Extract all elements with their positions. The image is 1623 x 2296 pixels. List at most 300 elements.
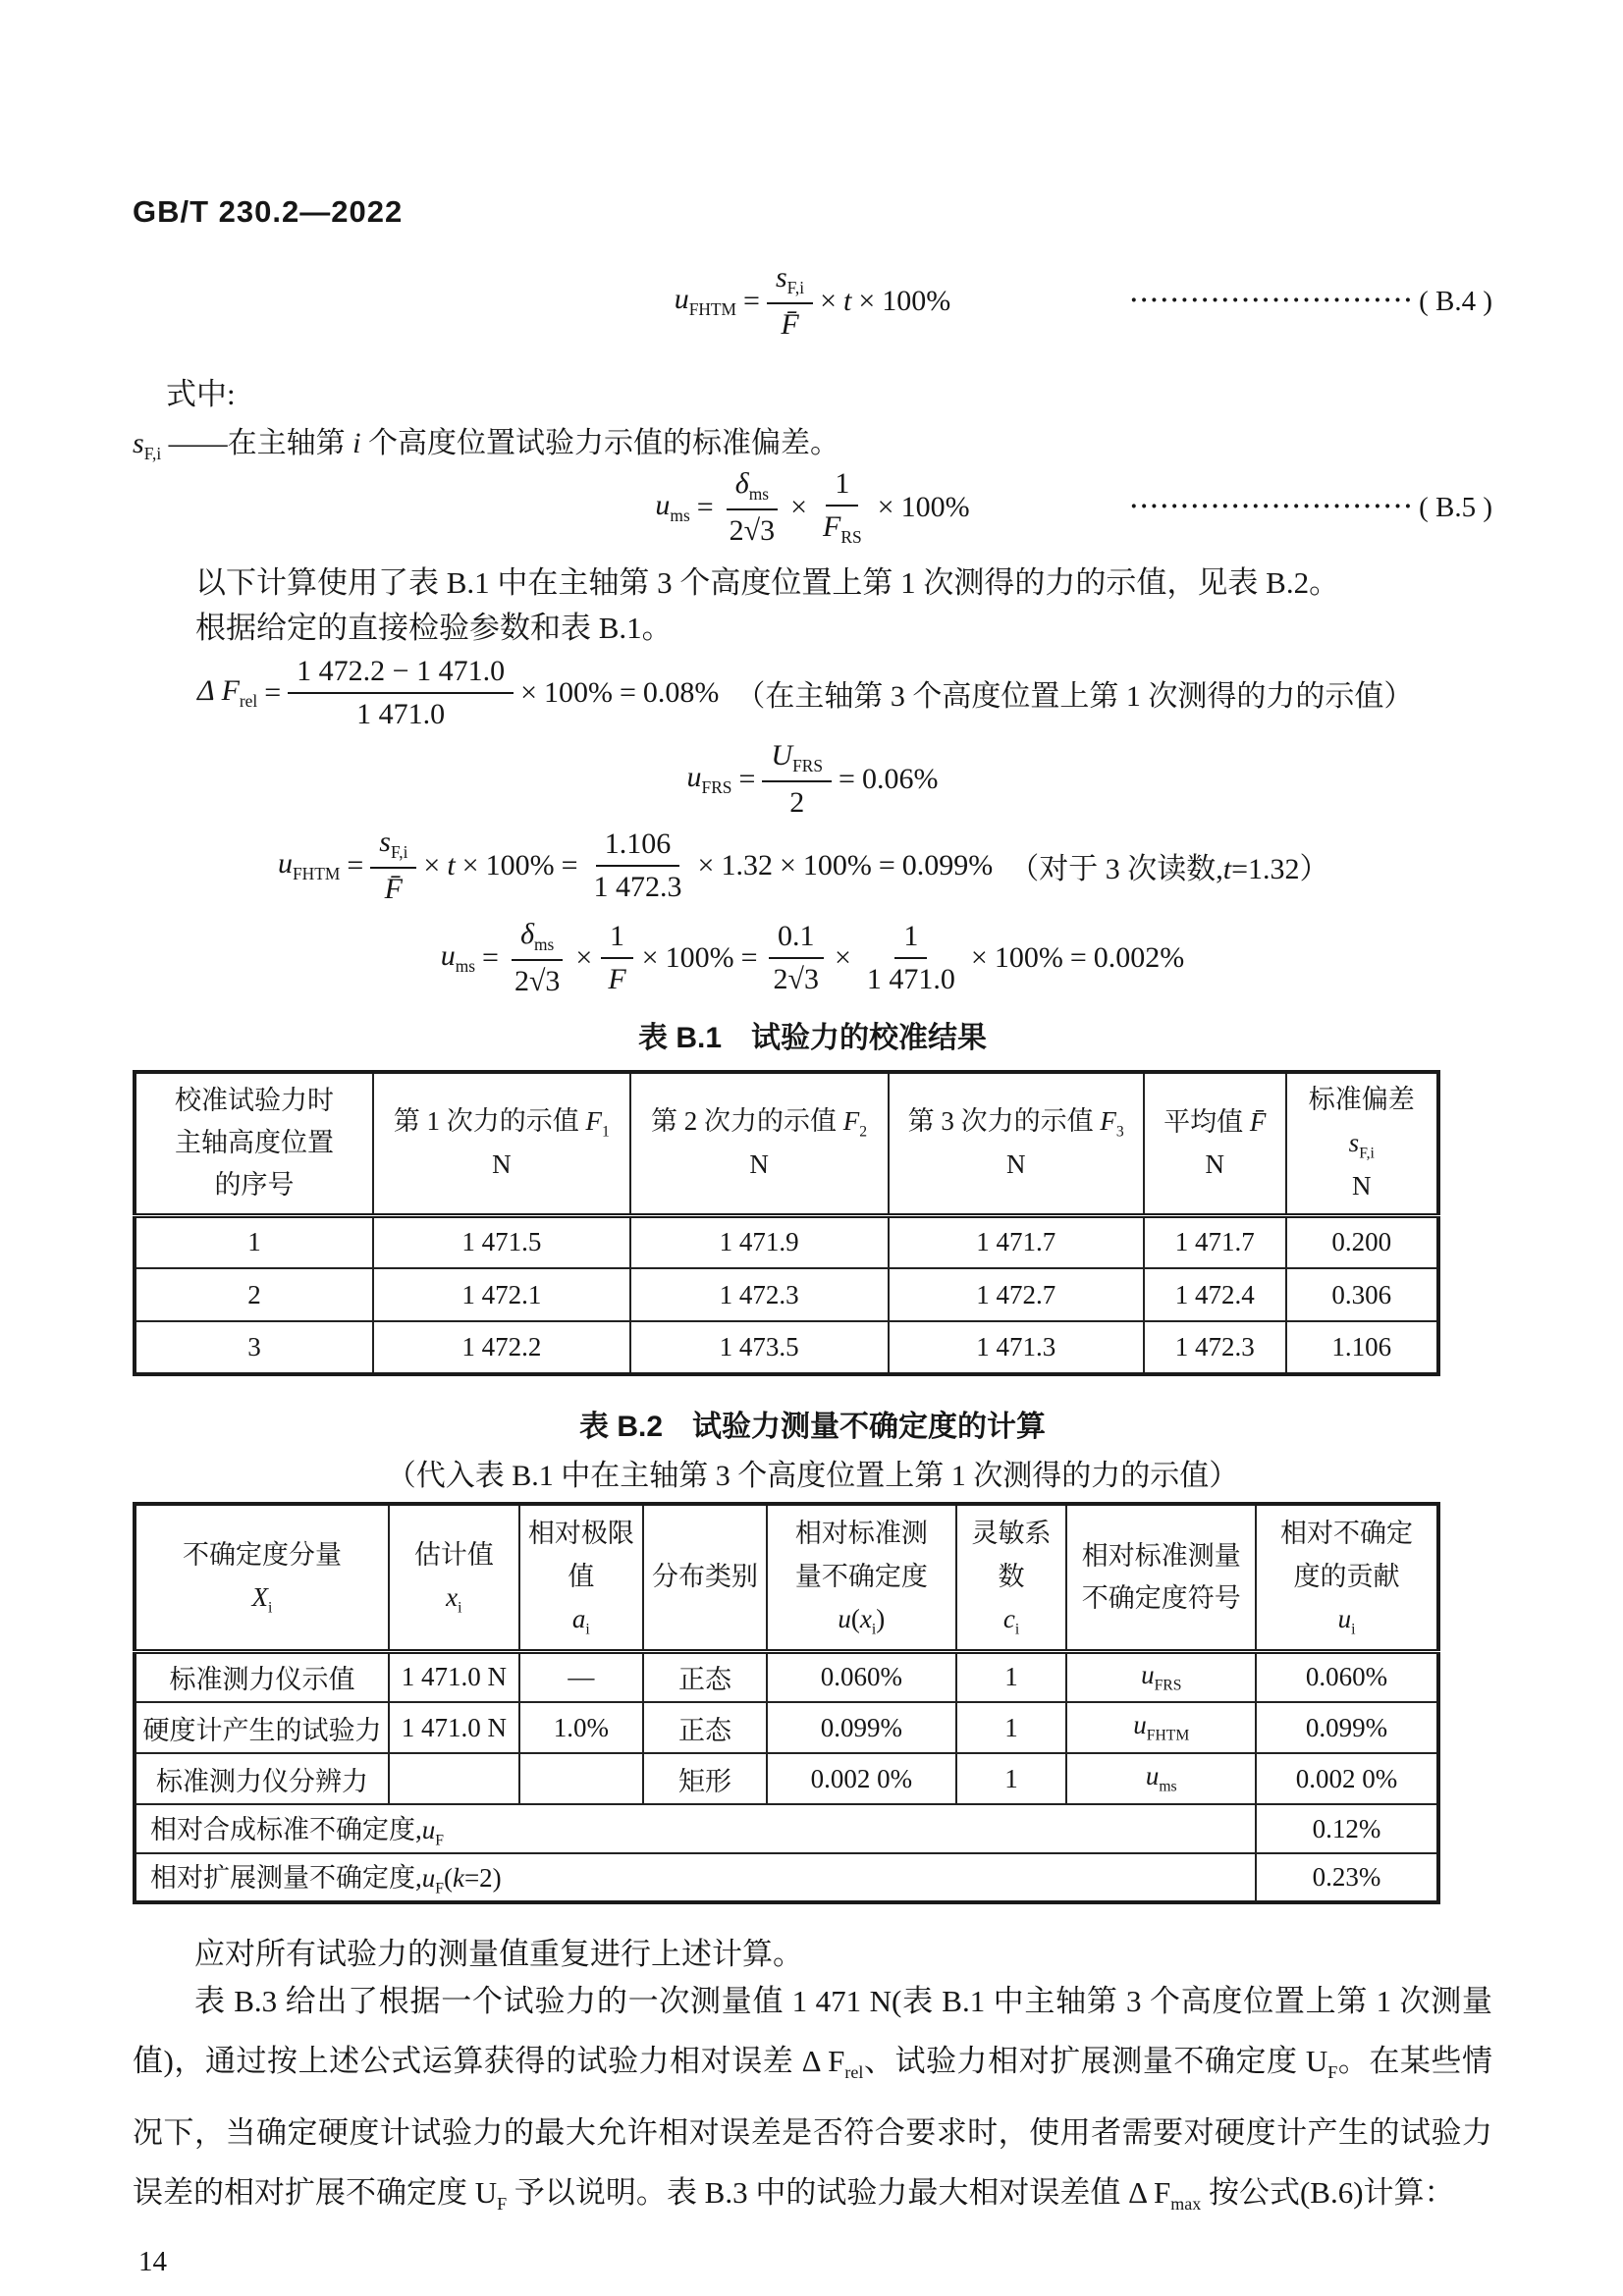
math-sub: F,i (1359, 1144, 1375, 1161)
table-row (135, 1702, 1438, 1753)
cell-component: 标准测力仪示值 (135, 1651, 389, 1702)
table-row (135, 1753, 1438, 1804)
cell-sensitivity: 1 (956, 1702, 1067, 1753)
header-line (380, 1100, 623, 1144)
math-var: u (440, 938, 456, 972)
cell-symbol (1066, 1702, 1256, 1753)
column-header (1256, 1504, 1438, 1651)
cell-mean: 1 472.4 (1144, 1268, 1286, 1321)
paragraph-text: 。在某些情况下，当确定硬度计试验力的最大允许相对误差是否符合要求时，使用者需要对硬度计产生的试验力误差的相对扩展不确定度 U (133, 2044, 1492, 2211)
math-var (441, 939, 475, 977)
math-var: δ (734, 467, 749, 501)
math-var: s (379, 826, 391, 859)
math-sub: max (1170, 2194, 1202, 2215)
math-sub: FHTM (293, 863, 341, 883)
column-header (373, 1072, 630, 1215)
formula-note (1009, 844, 1328, 887)
cell-distribution: 矩形 (643, 1753, 767, 1804)
math-operator: = (696, 490, 714, 523)
cell-estimate: 1 471.0 N (389, 1651, 519, 1702)
fraction-numerator (512, 918, 563, 960)
math-var: X (251, 1582, 269, 1613)
definition-text: 个高度位置试验力示值的标准偏差。 (360, 427, 839, 459)
fraction-numerator (370, 826, 416, 868)
header-text: ) (876, 1603, 886, 1633)
equation-number: ( B.4 ) (1419, 285, 1492, 317)
math-var (197, 674, 257, 712)
math-fraction (721, 467, 784, 547)
summary-label (135, 1853, 1256, 1902)
formula-dfrel (133, 648, 1492, 738)
math-operator: = (878, 848, 895, 881)
column-header (1286, 1072, 1438, 1215)
cell-position: 1 (135, 1215, 373, 1268)
math-var (278, 847, 340, 884)
table-b2-subtitle: （代入表 B.1 中在主轴第 3 个高度位置上第 1 次测得的力的示值） (386, 1460, 1239, 1492)
fraction-numerator: 1 (826, 467, 858, 507)
cell-u-xi: 0.099% (767, 1702, 956, 1753)
math-sub: FHTM (688, 298, 737, 319)
fraction-denominator: 2√3 (773, 962, 819, 995)
header-text: ( (850, 1603, 860, 1633)
cell-estimate (389, 1753, 519, 1804)
math-fraction (288, 655, 514, 730)
math-operator: × (970, 940, 988, 974)
unit-label: N (1352, 1170, 1372, 1201)
leader-dots: ···························· (1129, 494, 1415, 520)
header-line (895, 1100, 1137, 1144)
formula-ufhtm-math (278, 826, 1329, 905)
math-sub: i (1351, 1621, 1356, 1638)
cell-component: 硬度计产生的试验力 (135, 1702, 389, 1753)
math-value: 100% (665, 940, 734, 974)
formula-ufhtm (133, 821, 1492, 911)
math-operator: = (482, 940, 499, 974)
math-fraction (599, 920, 634, 995)
math-sub: i (871, 1621, 877, 1638)
header-line (963, 1598, 1060, 1641)
summary-row-combined (135, 1804, 1438, 1853)
cell-limit (519, 1753, 643, 1804)
math-sub: FHTM (1146, 1727, 1190, 1744)
cell-value: 0.23% (1256, 1853, 1438, 1902)
math-sub: ms (1159, 1778, 1177, 1795)
math-operator: = (347, 848, 364, 881)
summary-text: 相对扩展测量不确定度, (150, 1863, 422, 1894)
cell-u-xi: 0.060% (767, 1651, 956, 1702)
math-sub: ms (455, 955, 476, 976)
cell-u-xi: 0.002 0% (767, 1753, 956, 1804)
math-sub: F,i (786, 278, 805, 298)
math-operator: = (620, 676, 636, 709)
math-var: s (133, 427, 144, 459)
math-result: 0.002% (1093, 940, 1185, 974)
note-text: =1.32） (1231, 852, 1329, 885)
header-line: 不确定度分量 (182, 1539, 342, 1570)
cell-f1: 1 471.5 (373, 1215, 630, 1268)
math-var: F̄ (384, 872, 403, 905)
math-var: u (278, 846, 293, 880)
cell-position: 2 (135, 1268, 373, 1321)
header-line: 分布类别 (651, 1562, 758, 1592)
formula-b4-math (675, 261, 951, 341)
math-var: t (447, 848, 456, 881)
summary-text: 相对合成标准不确定度, (150, 1814, 422, 1844)
header-line: 灵敏系数 (971, 1519, 1052, 1591)
fraction-denominator: 1 471.0 (866, 962, 955, 995)
cell-position: 3 (135, 1321, 373, 1374)
math-fraction (762, 739, 832, 819)
math-var: u (421, 1814, 436, 1844)
math-var: k (452, 1863, 464, 1894)
math-var: F̄ (1249, 1106, 1267, 1137)
math-sub: FRS (792, 756, 824, 776)
table-row (135, 1268, 1438, 1321)
cell-symbol (1066, 1753, 1256, 1804)
fraction-numerator: 1.106 (596, 828, 680, 867)
header-line: 不确定度符号 (1081, 1582, 1241, 1613)
math-value: 100% (900, 490, 970, 523)
column-header (389, 1504, 519, 1651)
fraction-denominator: 2√3 (514, 964, 561, 997)
cell-f2: 1 473.5 (630, 1321, 889, 1374)
math-value: 100% (802, 848, 872, 881)
math-operator: × (858, 284, 876, 317)
paragraph: 根据给定的直接检验参数和表 B.1。 (195, 611, 673, 645)
math-var: u (1337, 1603, 1352, 1633)
math-operator: × (575, 940, 593, 974)
cell-f2: 1 472.3 (630, 1268, 889, 1321)
math-fraction (858, 920, 964, 995)
math-value: 1.32 (721, 848, 773, 881)
cell-f1: 1 472.2 (373, 1321, 630, 1374)
math-var: u (1133, 1710, 1147, 1740)
cell-mean: 1 472.3 (1144, 1321, 1286, 1374)
fraction-denominator (814, 507, 871, 547)
math-value: 100% (544, 676, 613, 709)
note-text: （对于 3 次读数, (1009, 852, 1223, 885)
formula-b5 (133, 459, 1492, 556)
math-sub: F (435, 1832, 444, 1849)
table-row (135, 1321, 1438, 1374)
math-var: u (686, 760, 702, 793)
cell-distribution: 正态 (643, 1651, 767, 1702)
column-header (519, 1504, 643, 1651)
cell-estimate: 1 471.0 N (389, 1702, 519, 1753)
header-line: 量不确定度 (794, 1561, 928, 1591)
table-b2-title: 表 B.2 试验力测量不确定度的计算 (578, 1411, 1047, 1443)
formula-ums (133, 911, 1492, 1005)
header-line: 的序号 (214, 1170, 295, 1201)
math-sub: F (1327, 2062, 1338, 2083)
fraction-numerator: 0.1 (769, 920, 824, 959)
fraction-denominator: 1 472.3 (593, 870, 682, 903)
header-line (396, 1576, 513, 1620)
header-line (526, 1598, 636, 1641)
math-var: t (843, 284, 852, 317)
math-sub: F (435, 1880, 444, 1897)
doc-number: GB/T 230.2—2022 (133, 194, 404, 229)
equation-tag (1130, 286, 1492, 318)
math-var: u (655, 488, 671, 521)
header-line: 相对标准测 (794, 1519, 928, 1549)
math-var: c (1002, 1603, 1015, 1633)
unit-label: N (492, 1149, 512, 1180)
header-text: 平均值 (1163, 1106, 1250, 1137)
math-var: F (608, 962, 626, 995)
formula-b5-math (655, 467, 969, 547)
cell-stddev: 0.200 (1286, 1215, 1438, 1268)
fraction-denominator: 1 471.0 (356, 698, 446, 730)
math-sub: 1 (602, 1123, 610, 1141)
header-line: 相对不确定 (1280, 1519, 1414, 1549)
cell-limit: — (519, 1651, 643, 1702)
cell-limit: 1.0% (519, 1702, 643, 1753)
math-operator: = (738, 762, 756, 795)
math-var (687, 761, 732, 798)
cell-f3: 1 471.7 (889, 1215, 1144, 1268)
formula-ums-math (441, 918, 1185, 997)
cell-symbol (1066, 1651, 1256, 1702)
where-label: 式中: (166, 377, 236, 411)
column-header (630, 1072, 889, 1215)
math-sub: rel (844, 2062, 864, 2083)
column-header (1066, 1504, 1256, 1651)
math-var: F̄ (781, 307, 799, 341)
header-text: 第 1 次力的示值 (393, 1105, 586, 1136)
math-value: 100% (994, 940, 1063, 974)
math-sub: i (458, 1599, 462, 1617)
column-header (889, 1072, 1144, 1215)
cell-mean: 1 471.7 (1144, 1215, 1286, 1268)
equation-tag (1130, 492, 1492, 524)
leader-dots: ···························· (1129, 288, 1415, 314)
math-var: F (842, 1105, 860, 1136)
math-operator: × (820, 284, 838, 317)
cell-distribution: 正态 (643, 1702, 767, 1753)
math-var (675, 283, 736, 320)
table-b1-header-row (135, 1072, 1438, 1215)
math-var (655, 489, 689, 526)
math-var: x (859, 1603, 872, 1633)
header-line: 相对标准测量 (1081, 1540, 1241, 1571)
math-var: u (1141, 1660, 1155, 1690)
math-operator: × (877, 490, 894, 523)
math-operator: × (423, 848, 441, 881)
definition-text: 在主轴第 (227, 427, 353, 459)
paragraph-text: 予以说明。表 B.3 中的试验力最大相对误差值 Δ F (507, 2175, 1171, 2211)
math-operator: × (834, 940, 851, 974)
table-b1 (133, 1070, 1440, 1376)
formula-ufrs (133, 738, 1492, 821)
math-fraction (585, 828, 691, 903)
math-var: u (421, 1863, 436, 1894)
table-b1-title: 表 B.1 试验力的校准结果 (637, 1022, 988, 1054)
fraction-numerator (767, 261, 813, 303)
math-operator: = (839, 762, 855, 795)
cell-f1: 1 472.1 (373, 1268, 630, 1321)
header-line (1293, 1122, 1431, 1165)
header-line (774, 1598, 949, 1641)
math-sub: F (497, 2194, 508, 2215)
math-operator: × (790, 490, 808, 523)
cell-f2: 1 471.9 (630, 1215, 889, 1268)
math-sub: i (268, 1599, 273, 1617)
symbol-definition (133, 418, 1492, 463)
math-sub: RS (840, 527, 862, 548)
math-operator: = (561, 848, 578, 881)
paragraph: 以下计算使用了表 B.1 中在主轴第 3 个高度位置上第 1 次测得的力的示值，见表 B.2。 (195, 565, 1340, 600)
paragraph-text: 按公式(B.6)计算： (1201, 2175, 1455, 2211)
column-header (767, 1504, 956, 1651)
math-operator: × (461, 848, 479, 881)
math-operator: = (743, 284, 760, 317)
math-sub: ms (670, 505, 690, 525)
summary-row-expanded (135, 1853, 1438, 1902)
column-header (956, 1504, 1067, 1651)
fraction-denominator: 2 (789, 785, 805, 819)
math-sub: FRS (1154, 1677, 1182, 1694)
math-operator: = (264, 676, 282, 709)
column-header (1144, 1072, 1286, 1215)
math-fraction (370, 826, 416, 905)
cell-contribution: 0.099% (1256, 1702, 1438, 1753)
fraction-numerator: 1 (894, 920, 927, 959)
header-line: 标准偏差 (1308, 1085, 1415, 1115)
fraction-numerator: 1 (601, 920, 633, 959)
cell-component: 标准测力仪分辨力 (135, 1753, 389, 1804)
math-sub: rel (239, 691, 258, 711)
math-operator: = (1069, 940, 1087, 974)
math-fraction (767, 261, 813, 341)
math-var: F (1100, 1105, 1116, 1136)
header-line: 校准试验力时 (175, 1085, 334, 1115)
cell-contribution: 0.002 0% (1256, 1753, 1438, 1804)
math-operator: × (779, 848, 796, 881)
math-sub: 3 (1115, 1123, 1124, 1141)
paragraph-text: 、试验力相对扩展测量不确定度 U (863, 2044, 1328, 2078)
table-b2 (133, 1502, 1440, 1904)
formula-ufrs-math (687, 739, 939, 819)
math-var: i (352, 427, 361, 459)
summary-label (135, 1804, 1256, 1853)
math-var: t (1222, 852, 1232, 885)
cell-stddev: 1.106 (1286, 1321, 1438, 1374)
fraction-denominator (376, 869, 411, 906)
math-var: δ (520, 918, 535, 951)
fraction-denominator: 2√3 (729, 513, 776, 547)
math-sub: ms (534, 934, 555, 955)
table-row (135, 1215, 1438, 1268)
cell-f3: 1 472.7 (889, 1268, 1144, 1321)
math-var: u (674, 282, 689, 315)
math-operator: × (697, 848, 715, 881)
header-line (1151, 1101, 1279, 1144)
fraction-numerator: 1 472.2 − 1 471.0 (288, 655, 514, 694)
column-header (135, 1072, 373, 1215)
header-line: 相对极限值 (527, 1519, 634, 1591)
table-row (135, 1651, 1438, 1702)
math-result: 0.08% (642, 676, 720, 709)
math-var: x (446, 1582, 459, 1613)
header-line: 主轴高度位置 (175, 1128, 334, 1158)
math-sub: i (1014, 1621, 1020, 1638)
math-fraction (506, 918, 568, 997)
paragraph (133, 1971, 1492, 2234)
equation-number: ( B.5 ) (1419, 491, 1492, 523)
definition-dash: —— (168, 427, 228, 459)
paragraph: 应对所有试验力的测量值重复进行上述计算。 (194, 1937, 803, 1971)
unit-label: N (1005, 1149, 1026, 1180)
cell-sensitivity: 1 (956, 1651, 1067, 1702)
column-header (643, 1504, 767, 1651)
header-line (1263, 1598, 1431, 1641)
formula-note: （在主轴第 3 个高度位置上第 1 次测得的力的示值） (735, 680, 1414, 713)
math-sub: i (585, 1621, 590, 1638)
formula-b4 (133, 259, 1492, 344)
math-operator: × (520, 676, 537, 709)
math-sub: ms (748, 484, 769, 505)
math-sub: FRS (701, 776, 732, 797)
math-sub: F,i (390, 842, 408, 863)
math-var: u (838, 1603, 851, 1633)
fraction-denominator (772, 304, 807, 342)
math-operator: = (740, 940, 758, 974)
cell-sensitivity: 1 (956, 1753, 1067, 1804)
math-var: s (1348, 1127, 1360, 1157)
math-fraction (814, 467, 871, 547)
summary-text: ( (443, 1863, 453, 1894)
header-line (637, 1100, 882, 1144)
math-fraction (765, 920, 828, 995)
math-var: Δ F (197, 674, 240, 707)
math-var: a (571, 1603, 586, 1633)
column-header (135, 1504, 389, 1651)
math-sub: F,i (143, 444, 162, 463)
math-value: 100% (882, 284, 951, 317)
unit-label: N (749, 1149, 769, 1180)
math-sub: 2 (859, 1123, 868, 1141)
math-var: F (823, 510, 841, 544)
math-var: F (585, 1105, 603, 1136)
header-line: 度的贡献 (1293, 1561, 1400, 1591)
cell-contribution: 0.060% (1256, 1651, 1438, 1702)
header-text: 第 3 次力的示值 (907, 1105, 1101, 1136)
math-var: u (1145, 1761, 1160, 1791)
fraction-denominator (599, 959, 634, 996)
page-number: 14 (138, 2246, 167, 2278)
table-b2-header-row (135, 1504, 1438, 1651)
header-line: 估计值 (413, 1539, 494, 1570)
fraction-numerator (727, 467, 778, 509)
header-text: 第 2 次力的示值 (651, 1105, 843, 1136)
fraction-numerator (762, 739, 832, 781)
math-operator: × (641, 940, 659, 974)
cell-value: 0.12% (1256, 1804, 1438, 1853)
math-value: 100% (485, 848, 555, 881)
math-var: s (775, 261, 787, 294)
math-result: 0.06% (861, 762, 939, 795)
cell-stddev: 0.306 (1286, 1268, 1438, 1321)
header-line (142, 1576, 382, 1620)
cell-f3: 1 471.3 (889, 1321, 1144, 1374)
math-var: U (771, 739, 793, 773)
math-result: 0.099% (901, 848, 994, 881)
unit-label: N (1205, 1148, 1224, 1179)
paragraph-text: 表 B.3 给出了根据一个试验力的一次测量值 1 471 N(表 B.1 中主轴第 3 个高度位置上第 1 次测量值)，通过按上述公式运算获得的试验力相对误差 Δ F (133, 1984, 1492, 2078)
formula-dfrel-math (197, 655, 1413, 730)
summary-text: =2) (463, 1863, 502, 1894)
